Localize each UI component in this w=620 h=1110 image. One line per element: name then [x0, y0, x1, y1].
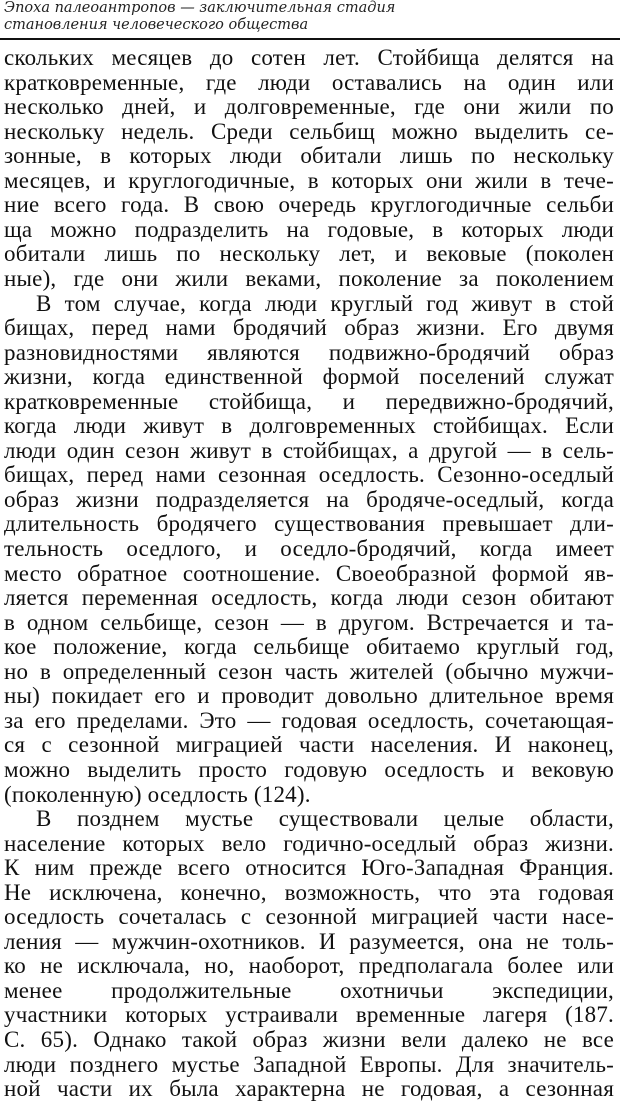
text-line: место обратное соотношение. Своеобразной формой яв- [4, 560, 614, 586]
text-line: люди один сезон живут в стойбищах, а другой — в сель- [4, 437, 614, 463]
text-line: зонные, в которых люди обитали лишь по нескольку [4, 143, 614, 169]
text-line: бищах, перед нами сезонная оседлость. Сезонно-оседлый [4, 462, 614, 488]
text-line: скольких месяцев до сотен лет. Стойбища делятся на [4, 45, 614, 70]
header-rule [0, 38, 620, 40]
text-line: разновидностями являются подвижно-бродячий образ [4, 339, 614, 365]
text-line: когда люди живут в долговременных стойбищах. Если [4, 413, 614, 439]
text-line: ко не исключала, но, наоборот, предполагала более или [4, 953, 614, 979]
text-line: ные), где они жили веками, поколение за поколением [4, 265, 614, 291]
text-line: длительность бродячего существования превышает дли- [4, 511, 614, 537]
text-line: кое положение, когда сельбище обитаемо круглый год, [4, 634, 614, 660]
text-line: кратковременные стойбища, и передвижно-бродячий, [4, 388, 614, 414]
running-head-line-2: становления человеческого общества [4, 17, 309, 33]
text-line: ся с сезонной миграцией части населения. И наконец, [4, 732, 614, 758]
text-line: образ жизни подразделяется на бродяче-оседлый, когда [4, 486, 614, 512]
text-line: оседлость сочеталась с сезонной миграцией части насе- [4, 904, 614, 930]
text-line: кратковременные, где люди оставались на один или [4, 69, 614, 95]
text-line: (поколенную) оседлость (124). [4, 781, 311, 807]
text-line: нескольку недель. Среди сельбищ можно выделить се- [4, 118, 614, 144]
text-line: тельность оседлого, и оседло-бродячий, когда имеет [4, 536, 614, 561]
text-line: ной части их была характерна не годовая, а сезонная [4, 1076, 614, 1102]
text-line: в одном сельбище, сезон — в другом. Встречается и та- [4, 609, 614, 635]
text-line: бищах, перед нами бродячий образ жизни. Его двумя [4, 315, 614, 341]
text-line: несколько дней, и долговременные, где они жили по [4, 94, 614, 120]
text-line: К ним прежде всего относится Юго-Западная Франция. [4, 855, 614, 881]
text-line: В позднем мустье существовали целые области, [36, 806, 614, 832]
text-line: участники которых устраивали временные лагеря (187. [4, 1002, 614, 1028]
running-head [4, 0, 395, 34]
text-line: Не исключена, конечно, возможность, что эта годовая [4, 879, 614, 905]
text-line: обитали лишь по нескольку лет, и вековые (поколен [4, 241, 614, 267]
text-line: ляется переменная оседлость, когда люди сезон обитают [4, 585, 614, 611]
text-line: можно выделить просто годовую оседлость и вековую [4, 756, 614, 782]
text-line: ние всего года. В свою очередь круглогодичные сельби [4, 192, 614, 218]
text-line: С. 65). Однако такой образ жизни вели далеко не все [4, 1027, 614, 1052]
text-line: жизни, когда единственной формой поселений служат [4, 364, 614, 390]
text-line: за его пределами. Это — годовая оседлость, сочетающая- [4, 707, 614, 733]
text-line: население которых вело годично-оседлый образ жизни. [4, 830, 614, 856]
text-line: ления — мужчин-охотников. И разумеется, она не толь- [4, 928, 614, 954]
text-line: месяцев, и круглогодичные, в которых они жили в тече- [4, 167, 614, 193]
text-line: менее продолжительные охотничьи экспедиции, [4, 977, 614, 1003]
text-line: ны) покидает его и проводит довольно длительное время [4, 683, 614, 709]
text-line: ща можно подразделить на годовые, в которых люди [4, 216, 614, 242]
text-line: но в определенный сезон часть жителей (обычно мужчи- [4, 658, 614, 684]
text-line: В том случае, когда люди круглый год живут в стой [36, 290, 614, 316]
running-head-line-1: Эпоха палеоантропов — заключительная стадия [4, 0, 396, 16]
text-line: люди позднего мустье Западной Европы. Для значитель- [4, 1051, 614, 1077]
